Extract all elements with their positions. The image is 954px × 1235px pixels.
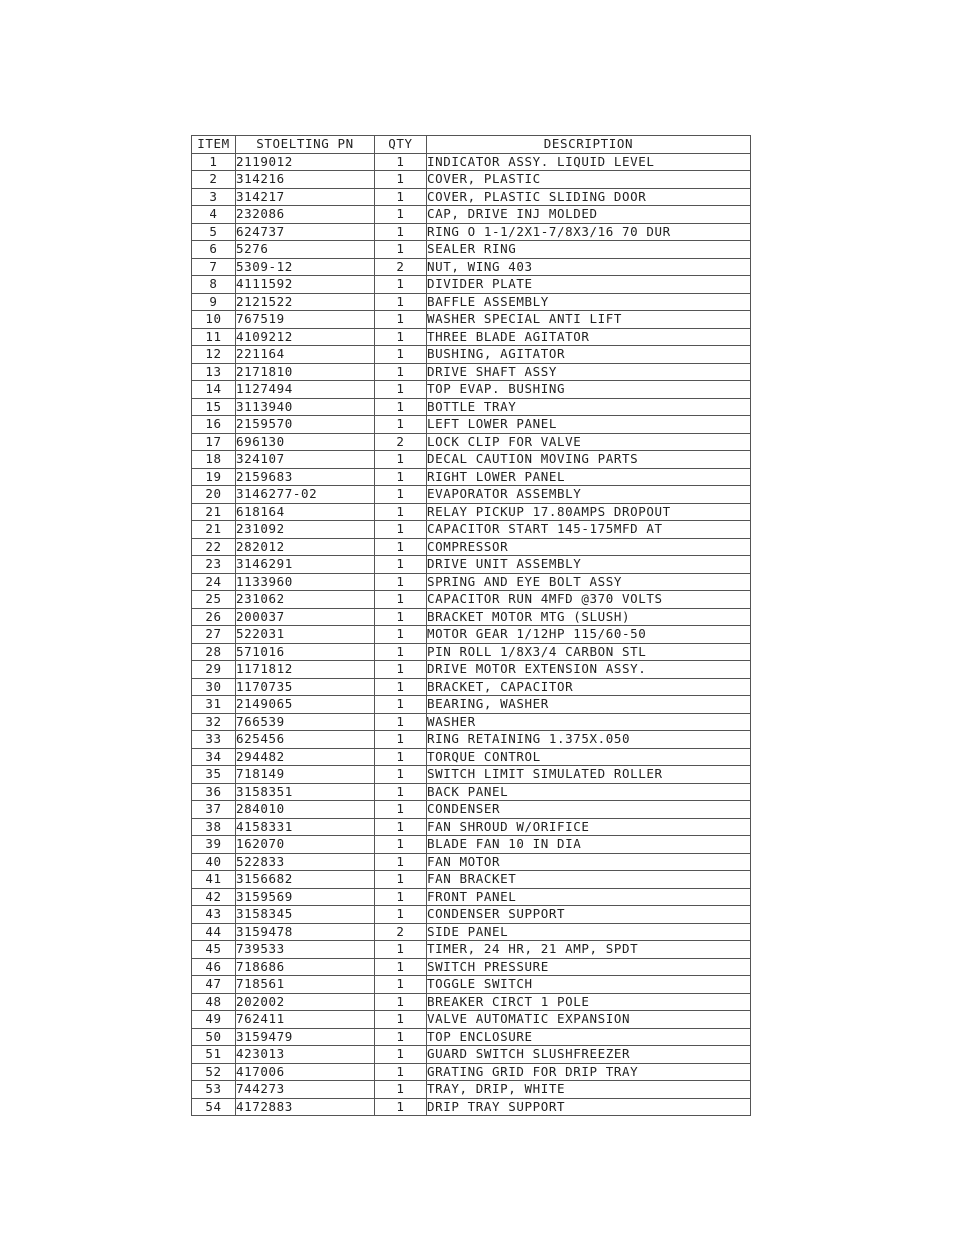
cell-quantity: 1 — [375, 311, 427, 329]
cell-quantity: 1 — [375, 1046, 427, 1064]
cell-part-number: 571016 — [236, 643, 375, 661]
table-row — [192, 416, 751, 434]
cell-quantity: 1 — [375, 871, 427, 889]
cell-part-number: 324107 — [236, 451, 375, 469]
cell-description: DRIVE MOTOR EXTENSION ASSY. — [427, 661, 751, 679]
cell-part-number: 4172883 — [236, 1098, 375, 1116]
cell-item: 24 — [192, 573, 236, 591]
cell-description: SWITCH PRESSURE — [427, 958, 751, 976]
table-row — [192, 608, 751, 626]
cell-part-number: 3158345 — [236, 906, 375, 924]
table-row — [192, 206, 751, 224]
table-row — [192, 398, 751, 416]
cell-item: 8 — [192, 276, 236, 294]
cell-description: BLADE FAN 10 IN DIA — [427, 836, 751, 854]
cell-part-number: 1170735 — [236, 678, 375, 696]
cell-item: 18 — [192, 451, 236, 469]
cell-part-number: 766539 — [236, 713, 375, 731]
cell-item: 12 — [192, 346, 236, 364]
cell-quantity: 1 — [375, 241, 427, 259]
table-row — [192, 258, 751, 276]
table-row — [192, 853, 751, 871]
cell-description: MOTOR GEAR 1/12HP 115/60-50 — [427, 626, 751, 644]
cell-description: RELAY PICKUP 17.80AMPS DROPOUT — [427, 503, 751, 521]
cell-description: TORQUE CONTROL — [427, 748, 751, 766]
cell-quantity: 1 — [375, 276, 427, 294]
cell-quantity: 2 — [375, 258, 427, 276]
cell-quantity: 1 — [375, 643, 427, 661]
table-row — [192, 591, 751, 609]
cell-description: PIN ROLL 1/8X3/4 CARBON STL — [427, 643, 751, 661]
cell-quantity: 2 — [375, 923, 427, 941]
cell-quantity: 1 — [375, 451, 427, 469]
cell-description: SPRING AND EYE BOLT ASSY — [427, 573, 751, 591]
cell-description: DRIVE UNIT ASSEMBLY — [427, 556, 751, 574]
header-row — [192, 136, 751, 154]
cell-quantity: 1 — [375, 906, 427, 924]
cell-quantity: 1 — [375, 801, 427, 819]
table-row — [192, 731, 751, 749]
cell-item: 19 — [192, 468, 236, 486]
header-item: ITEM — [192, 136, 236, 154]
cell-description: FAN SHROUD W/ORIFICE — [427, 818, 751, 836]
table-row — [192, 871, 751, 889]
cell-description: TRAY, DRIP, WHITE — [427, 1081, 751, 1099]
cell-part-number: 2159570 — [236, 416, 375, 434]
header-description: DESCRIPTION — [427, 136, 751, 154]
cell-item: 40 — [192, 853, 236, 871]
table-row — [192, 1098, 751, 1116]
cell-item: 11 — [192, 328, 236, 346]
cell-part-number: 718561 — [236, 976, 375, 994]
cell-description: LEFT LOWER PANEL — [427, 416, 751, 434]
cell-description: EVAPORATOR ASSEMBLY — [427, 486, 751, 504]
cell-description: INDICATOR ASSY. LIQUID LEVEL — [427, 153, 751, 171]
cell-item: 6 — [192, 241, 236, 259]
cell-quantity: 1 — [375, 381, 427, 399]
cell-quantity: 1 — [375, 783, 427, 801]
cell-description: TOP EVAP. BUSHING — [427, 381, 751, 399]
cell-part-number: 221164 — [236, 346, 375, 364]
table-row — [192, 346, 751, 364]
cell-description: BACK PANEL — [427, 783, 751, 801]
cell-part-number: 1127494 — [236, 381, 375, 399]
cell-quantity: 1 — [375, 328, 427, 346]
cell-part-number: 423013 — [236, 1046, 375, 1064]
cell-part-number: 417006 — [236, 1063, 375, 1081]
table-header — [192, 136, 751, 154]
cell-item: 20 — [192, 486, 236, 504]
parts-list-table — [191, 135, 751, 1116]
cell-part-number: 231092 — [236, 521, 375, 539]
cell-quantity: 1 — [375, 538, 427, 556]
cell-item: 7 — [192, 258, 236, 276]
cell-quantity: 1 — [375, 661, 427, 679]
cell-description: BUSHING, AGITATOR — [427, 346, 751, 364]
cell-description: DRIVE SHAFT ASSY — [427, 363, 751, 381]
cell-part-number: 2149065 — [236, 696, 375, 714]
table-row — [192, 573, 751, 591]
cell-quantity: 1 — [375, 503, 427, 521]
cell-quantity: 1 — [375, 608, 427, 626]
cell-item: 41 — [192, 871, 236, 889]
cell-quantity: 1 — [375, 1011, 427, 1029]
table-row — [192, 906, 751, 924]
cell-quantity: 1 — [375, 573, 427, 591]
cell-quantity: 1 — [375, 1098, 427, 1116]
table-row — [192, 923, 751, 941]
cell-quantity: 1 — [375, 626, 427, 644]
table-row — [192, 713, 751, 731]
cell-part-number: 718149 — [236, 766, 375, 784]
cell-part-number: 202002 — [236, 993, 375, 1011]
cell-item: 48 — [192, 993, 236, 1011]
cell-quantity: 1 — [375, 153, 427, 171]
cell-quantity: 2 — [375, 433, 427, 451]
cell-item: 5 — [192, 223, 236, 241]
cell-part-number: 618164 — [236, 503, 375, 521]
cell-item: 15 — [192, 398, 236, 416]
cell-item: 43 — [192, 906, 236, 924]
cell-description: CAPACITOR RUN 4MFD @370 VOLTS — [427, 591, 751, 609]
table-row — [192, 433, 751, 451]
cell-item: 54 — [192, 1098, 236, 1116]
table-row — [192, 276, 751, 294]
cell-part-number: 739533 — [236, 941, 375, 959]
table-row — [192, 293, 751, 311]
cell-part-number: 1133960 — [236, 573, 375, 591]
cell-description: VALVE AUTOMATIC EXPANSION — [427, 1011, 751, 1029]
cell-quantity: 1 — [375, 766, 427, 784]
cell-description: WASHER SPECIAL ANTI LIFT — [427, 311, 751, 329]
cell-part-number: 162070 — [236, 836, 375, 854]
cell-description: SWITCH LIMIT SIMULATED ROLLER — [427, 766, 751, 784]
cell-part-number: 3146291 — [236, 556, 375, 574]
cell-description: RING O 1-1/2X1-7/8X3/16 70 DUR — [427, 223, 751, 241]
cell-part-number: 231062 — [236, 591, 375, 609]
cell-description: TOP ENCLOSURE — [427, 1028, 751, 1046]
cell-description: GUARD SWITCH SLUSHFREEZER — [427, 1046, 751, 1064]
cell-item: 13 — [192, 363, 236, 381]
cell-quantity: 1 — [375, 556, 427, 574]
cell-item: 28 — [192, 643, 236, 661]
table-row — [192, 626, 751, 644]
cell-item: 27 — [192, 626, 236, 644]
cell-item: 36 — [192, 783, 236, 801]
cell-quantity: 1 — [375, 678, 427, 696]
cell-item: 52 — [192, 1063, 236, 1081]
cell-description: BREAKER CIRCT 1 POLE — [427, 993, 751, 1011]
table-row — [192, 888, 751, 906]
cell-description: THREE BLADE AGITATOR — [427, 328, 751, 346]
cell-item: 37 — [192, 801, 236, 819]
cell-part-number: 762411 — [236, 1011, 375, 1029]
cell-description: GRATING GRID FOR DRIP TRAY — [427, 1063, 751, 1081]
cell-description: COVER, PLASTIC SLIDING DOOR — [427, 188, 751, 206]
cell-part-number: 3113940 — [236, 398, 375, 416]
cell-item: 22 — [192, 538, 236, 556]
table-row — [192, 661, 751, 679]
cell-description: CONDENSER SUPPORT — [427, 906, 751, 924]
cell-item: 4 — [192, 206, 236, 224]
cell-quantity: 1 — [375, 206, 427, 224]
cell-description: TOGGLE SWITCH — [427, 976, 751, 994]
cell-part-number: 696130 — [236, 433, 375, 451]
cell-description: CAP, DRIVE INJ MOLDED — [427, 206, 751, 224]
table-row — [192, 678, 751, 696]
cell-item: 44 — [192, 923, 236, 941]
table-row — [192, 381, 751, 399]
cell-item: 29 — [192, 661, 236, 679]
table-row — [192, 993, 751, 1011]
cell-quantity: 1 — [375, 1081, 427, 1099]
cell-quantity: 1 — [375, 293, 427, 311]
cell-quantity: 1 — [375, 346, 427, 364]
cell-description: RIGHT LOWER PANEL — [427, 468, 751, 486]
table-row — [192, 503, 751, 521]
table-row — [192, 223, 751, 241]
cell-quantity: 1 — [375, 748, 427, 766]
cell-quantity: 1 — [375, 521, 427, 539]
cell-item: 21 — [192, 503, 236, 521]
table-row — [192, 976, 751, 994]
cell-item: 2 — [192, 171, 236, 189]
cell-part-number: 3159478 — [236, 923, 375, 941]
cell-part-number: 3159569 — [236, 888, 375, 906]
cell-description: FAN MOTOR — [427, 853, 751, 871]
cell-description: WASHER — [427, 713, 751, 731]
cell-description: CAPACITOR START 145-175MFD AT — [427, 521, 751, 539]
cell-item: 10 — [192, 311, 236, 329]
table-row — [192, 468, 751, 486]
cell-part-number: 294482 — [236, 748, 375, 766]
cell-item: 53 — [192, 1081, 236, 1099]
cell-part-number: 3158351 — [236, 783, 375, 801]
table-row — [192, 1081, 751, 1099]
table-row — [192, 801, 751, 819]
cell-item: 3 — [192, 188, 236, 206]
cell-item: 42 — [192, 888, 236, 906]
table-row — [192, 328, 751, 346]
cell-part-number: 3146277-02 — [236, 486, 375, 504]
cell-item: 16 — [192, 416, 236, 434]
cell-part-number: 232086 — [236, 206, 375, 224]
cell-quantity: 1 — [375, 958, 427, 976]
table-row — [192, 818, 751, 836]
table-row — [192, 556, 751, 574]
cell-description: BRACKET MOTOR MTG (SLUSH) — [427, 608, 751, 626]
table-row — [192, 1011, 751, 1029]
cell-part-number: 4158331 — [236, 818, 375, 836]
table-row — [192, 941, 751, 959]
cell-item: 35 — [192, 766, 236, 784]
cell-part-number: 624737 — [236, 223, 375, 241]
cell-part-number: 5276 — [236, 241, 375, 259]
table-row — [192, 783, 751, 801]
table-row — [192, 696, 751, 714]
cell-part-number: 522833 — [236, 853, 375, 871]
cell-description: DECAL CAUTION MOVING PARTS — [427, 451, 751, 469]
cell-quantity: 1 — [375, 993, 427, 1011]
cell-part-number: 282012 — [236, 538, 375, 556]
cell-item: 45 — [192, 941, 236, 959]
header-quantity: QTY — [375, 136, 427, 154]
cell-description: BAFFLE ASSEMBLY — [427, 293, 751, 311]
cell-item: 49 — [192, 1011, 236, 1029]
cell-item: 25 — [192, 591, 236, 609]
cell-description: DRIP TRAY SUPPORT — [427, 1098, 751, 1116]
cell-quantity: 1 — [375, 713, 427, 731]
cell-part-number: 522031 — [236, 626, 375, 644]
table-row — [192, 521, 751, 539]
table-row — [192, 1063, 751, 1081]
table-row — [192, 188, 751, 206]
cell-part-number: 2119012 — [236, 153, 375, 171]
cell-quantity: 1 — [375, 731, 427, 749]
cell-description: BOTTLE TRAY — [427, 398, 751, 416]
cell-item: 1 — [192, 153, 236, 171]
table-row — [192, 1028, 751, 1046]
cell-item: 32 — [192, 713, 236, 731]
cell-part-number: 4111592 — [236, 276, 375, 294]
cell-part-number: 5309-12 — [236, 258, 375, 276]
cell-quantity: 1 — [375, 171, 427, 189]
cell-item: 31 — [192, 696, 236, 714]
header-part-number: STOELTING PN — [236, 136, 375, 154]
cell-part-number: 718686 — [236, 958, 375, 976]
table-row — [192, 171, 751, 189]
cell-description: DIVIDER PLATE — [427, 276, 751, 294]
cell-quantity: 1 — [375, 363, 427, 381]
cell-description: FRONT PANEL — [427, 888, 751, 906]
cell-item: 51 — [192, 1046, 236, 1064]
cell-description: BEARING, WASHER — [427, 696, 751, 714]
cell-description: TIMER, 24 HR, 21 AMP, SPDT — [427, 941, 751, 959]
cell-quantity: 1 — [375, 223, 427, 241]
cell-part-number: 200037 — [236, 608, 375, 626]
cell-quantity: 1 — [375, 398, 427, 416]
cell-item: 47 — [192, 976, 236, 994]
table-row — [192, 153, 751, 171]
cell-item: 30 — [192, 678, 236, 696]
cell-part-number: 3159479 — [236, 1028, 375, 1046]
cell-description: NUT, WING 403 — [427, 258, 751, 276]
cell-part-number: 625456 — [236, 731, 375, 749]
table-row — [192, 538, 751, 556]
cell-part-number: 314216 — [236, 171, 375, 189]
table-row — [192, 748, 751, 766]
cell-description: RING RETAINING 1.375X.050 — [427, 731, 751, 749]
cell-quantity: 1 — [375, 468, 427, 486]
cell-item: 21 — [192, 521, 236, 539]
cell-part-number: 2159683 — [236, 468, 375, 486]
cell-quantity: 1 — [375, 836, 427, 854]
cell-item: 39 — [192, 836, 236, 854]
table-row — [192, 836, 751, 854]
cell-description: COVER, PLASTIC — [427, 171, 751, 189]
cell-quantity: 1 — [375, 416, 427, 434]
cell-item: 38 — [192, 818, 236, 836]
cell-item: 46 — [192, 958, 236, 976]
table-body — [192, 153, 751, 1116]
table-row — [192, 766, 751, 784]
cell-part-number: 1171812 — [236, 661, 375, 679]
cell-item: 14 — [192, 381, 236, 399]
cell-part-number: 4109212 — [236, 328, 375, 346]
cell-item: 26 — [192, 608, 236, 626]
cell-quantity: 1 — [375, 941, 427, 959]
cell-part-number: 744273 — [236, 1081, 375, 1099]
cell-item: 50 — [192, 1028, 236, 1046]
table-row — [192, 241, 751, 259]
cell-part-number: 314217 — [236, 188, 375, 206]
cell-quantity: 1 — [375, 853, 427, 871]
table-row — [192, 958, 751, 976]
cell-item: 34 — [192, 748, 236, 766]
cell-description: SEALER RING — [427, 241, 751, 259]
cell-quantity: 1 — [375, 888, 427, 906]
table-row — [192, 311, 751, 329]
table-row — [192, 451, 751, 469]
cell-quantity: 1 — [375, 591, 427, 609]
cell-description: FAN BRACKET — [427, 871, 751, 889]
cell-description: COMPRESSOR — [427, 538, 751, 556]
table-row — [192, 486, 751, 504]
cell-description: BRACKET, CAPACITOR — [427, 678, 751, 696]
cell-quantity: 1 — [375, 1028, 427, 1046]
cell-part-number: 3156682 — [236, 871, 375, 889]
cell-quantity: 1 — [375, 1063, 427, 1081]
table-row — [192, 363, 751, 381]
table-row — [192, 643, 751, 661]
cell-item: 23 — [192, 556, 236, 574]
cell-item: 17 — [192, 433, 236, 451]
cell-quantity: 1 — [375, 818, 427, 836]
cell-part-number: 2171810 — [236, 363, 375, 381]
cell-quantity: 1 — [375, 976, 427, 994]
cell-item: 9 — [192, 293, 236, 311]
cell-quantity: 1 — [375, 188, 427, 206]
cell-quantity: 1 — [375, 486, 427, 504]
table-row — [192, 1046, 751, 1064]
cell-item: 33 — [192, 731, 236, 749]
cell-description: SIDE PANEL — [427, 923, 751, 941]
cell-description: CONDENSER — [427, 801, 751, 819]
cell-description: LOCK CLIP FOR VALVE — [427, 433, 751, 451]
cell-part-number: 2121522 — [236, 293, 375, 311]
cell-part-number: 767519 — [236, 311, 375, 329]
cell-quantity: 1 — [375, 696, 427, 714]
cell-part-number: 284010 — [236, 801, 375, 819]
